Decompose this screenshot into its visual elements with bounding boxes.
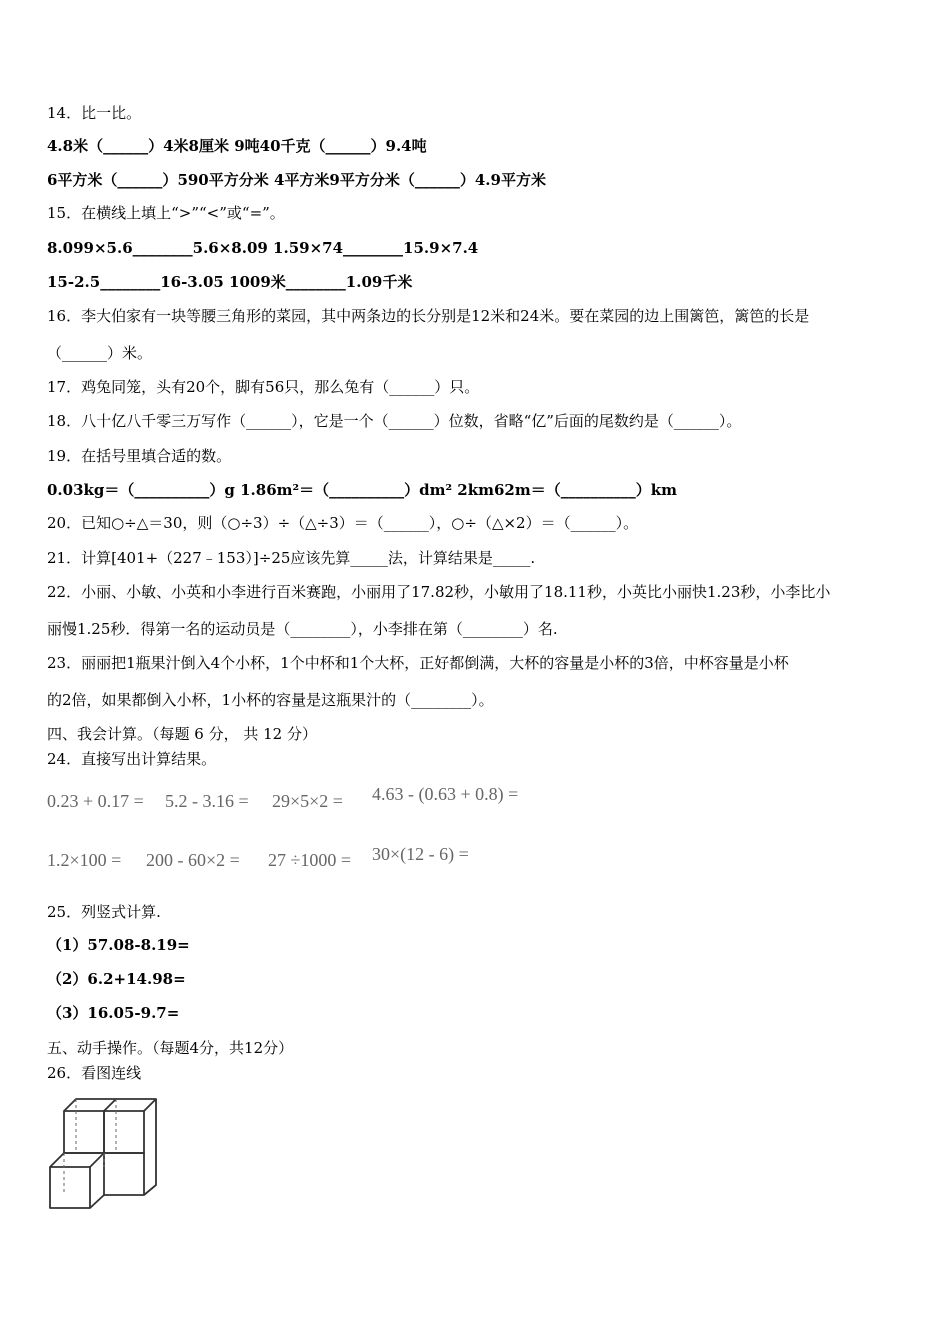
q22-line1: 22．小丽、小敏、小英和小李进行百米赛跑，小丽用了17.82秒，小敏用了18.11秒，小英比小丽快1.23秒，小李比小 bbox=[47, 583, 831, 601]
q24-item: 5.2 - 3.16 = bbox=[165, 791, 249, 811]
q22-line2: 丽慢1.25秒．得第一名的运动员是（________），小李排在第（________）名. bbox=[47, 620, 558, 638]
cube-face bbox=[104, 1111, 144, 1153]
section4-heading: 四、我会计算。（每题 6 分， 共 12 分） bbox=[47, 725, 317, 743]
q25-item: （2）6.2+14.98= bbox=[47, 970, 186, 988]
q24-item: 30×(12 - 6) = bbox=[372, 844, 469, 864]
q25-item: （1）57.08-8.19= bbox=[47, 936, 190, 954]
q23-line1: 23．丽丽把1瓶果汁倒入4个小杯，1个中杯和1个大杯，正好都倒满，大杯的容量是小杯的3倍，中杯容量是小杯 bbox=[47, 654, 789, 672]
q24-item: 27 ÷1000 = bbox=[268, 850, 352, 870]
q25-title: 25．列竖式计算. bbox=[47, 903, 161, 921]
q14-row2: 6平方米（______）590平方分米 4平方米9平方分米（______）4.9平方米 bbox=[47, 171, 546, 189]
q24-item: 0.23 + 0.17 = bbox=[47, 791, 144, 811]
q26-title: 26．看图连线 bbox=[47, 1064, 142, 1082]
q24-title: 24．直接写出计算结果。 bbox=[47, 750, 217, 768]
cube-edge bbox=[116, 1099, 156, 1111]
q16-line1: 16．李大伯家有一块等腰三角形的菜园，其中两条边的长分别是12米和24米。要在菜园的边上围篱笆，篱笆的长是 bbox=[47, 307, 810, 325]
q14-row1: 4.8米（______）4米8厘米 9吨40千克（______）9.4吨 bbox=[47, 137, 427, 155]
q18: 18．八十亿八千零三万写作（______），它是一个（______）位数，省略“亿”后面的尾数约是（______）。 bbox=[47, 412, 742, 430]
cube-edge bbox=[90, 1195, 104, 1208]
q20: 20．已知○÷△＝30，则（○÷3）÷（△÷3）＝（______），○÷（△×2）＝（______）。 bbox=[47, 514, 639, 532]
q21: 21．计算[401+（227﹣153）]÷25应该先算_____法，计算结果是_____. bbox=[47, 549, 536, 567]
cube-face bbox=[64, 1111, 104, 1153]
q15-row1: 8.099×5.6________5.6×8.09 1.59×74________15.9×7.4 bbox=[47, 239, 479, 257]
q24-item: 1.2×100 = bbox=[47, 850, 122, 870]
q24-item: 200 - 60×2 = bbox=[146, 850, 240, 870]
q23-line2: 的2倍，如果都倒入小杯，1小杯的容量是这瓶果汁的（________）。 bbox=[47, 691, 494, 709]
cube-edge bbox=[90, 1153, 104, 1167]
section5-heading: 五、动手操作。（每题4分，共12分） bbox=[47, 1039, 294, 1057]
cube-face bbox=[50, 1167, 90, 1208]
q15-row2: 15-2.5________16-3.05 1009米________1.09千米 bbox=[47, 273, 413, 291]
q15-title: 15．在横线上填上“>”“<”或“=”。 bbox=[47, 204, 285, 222]
cube-face bbox=[104, 1153, 144, 1195]
q19-title: 19．在括号里填合适的数。 bbox=[47, 447, 232, 465]
cube-edge bbox=[64, 1099, 116, 1111]
q24-item: 29×5×2 = bbox=[272, 791, 343, 811]
q16-line2: （______）米。 bbox=[47, 344, 153, 362]
q25-item: （3）16.05-9.7= bbox=[47, 1004, 180, 1022]
q24-item: 4.63 - (0.63 + 0.8) = bbox=[372, 784, 519, 804]
q14-title: 14．比一比。 bbox=[47, 104, 142, 122]
cube-edge bbox=[144, 1099, 156, 1195]
q19-row: 0.03kg＝（__________）g 1.86m²＝（__________）dm² 2km62m＝（__________）km bbox=[47, 481, 677, 499]
q17: 17．鸡兔同笼，头有20个，脚有56只，那么兔有（______）只。 bbox=[47, 378, 480, 396]
cube-stack-figure bbox=[46, 1095, 158, 1211]
